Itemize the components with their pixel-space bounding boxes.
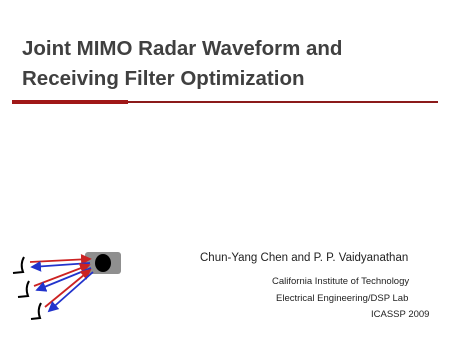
antenna-icon xyxy=(31,303,41,319)
receive-arrow-2 xyxy=(37,268,91,290)
mimo-radar-diagram xyxy=(0,240,140,338)
title-underline-accent xyxy=(12,100,128,104)
affiliation-institution: California Institute of Technology xyxy=(272,276,410,287)
title-line-1: Joint MIMO Radar Waveform and xyxy=(22,37,343,60)
transmit-arrow-1 xyxy=(30,259,90,262)
conference-venue: ICASSP 2009 xyxy=(371,309,430,320)
affiliation-lab: Electrical Engineering/DSP Lab xyxy=(276,293,409,304)
antenna-icon xyxy=(13,257,24,273)
receive-arrow-1 xyxy=(32,263,90,267)
title-line-2: Receiving Filter Optimization xyxy=(22,67,305,90)
authors: Chun-Yang Chen and P. P. Vaidyanathan xyxy=(200,252,409,264)
transmit-arrow-3 xyxy=(45,270,90,307)
antenna-icon xyxy=(18,281,29,297)
slide-title xyxy=(22,34,442,94)
target-icon xyxy=(95,254,111,272)
